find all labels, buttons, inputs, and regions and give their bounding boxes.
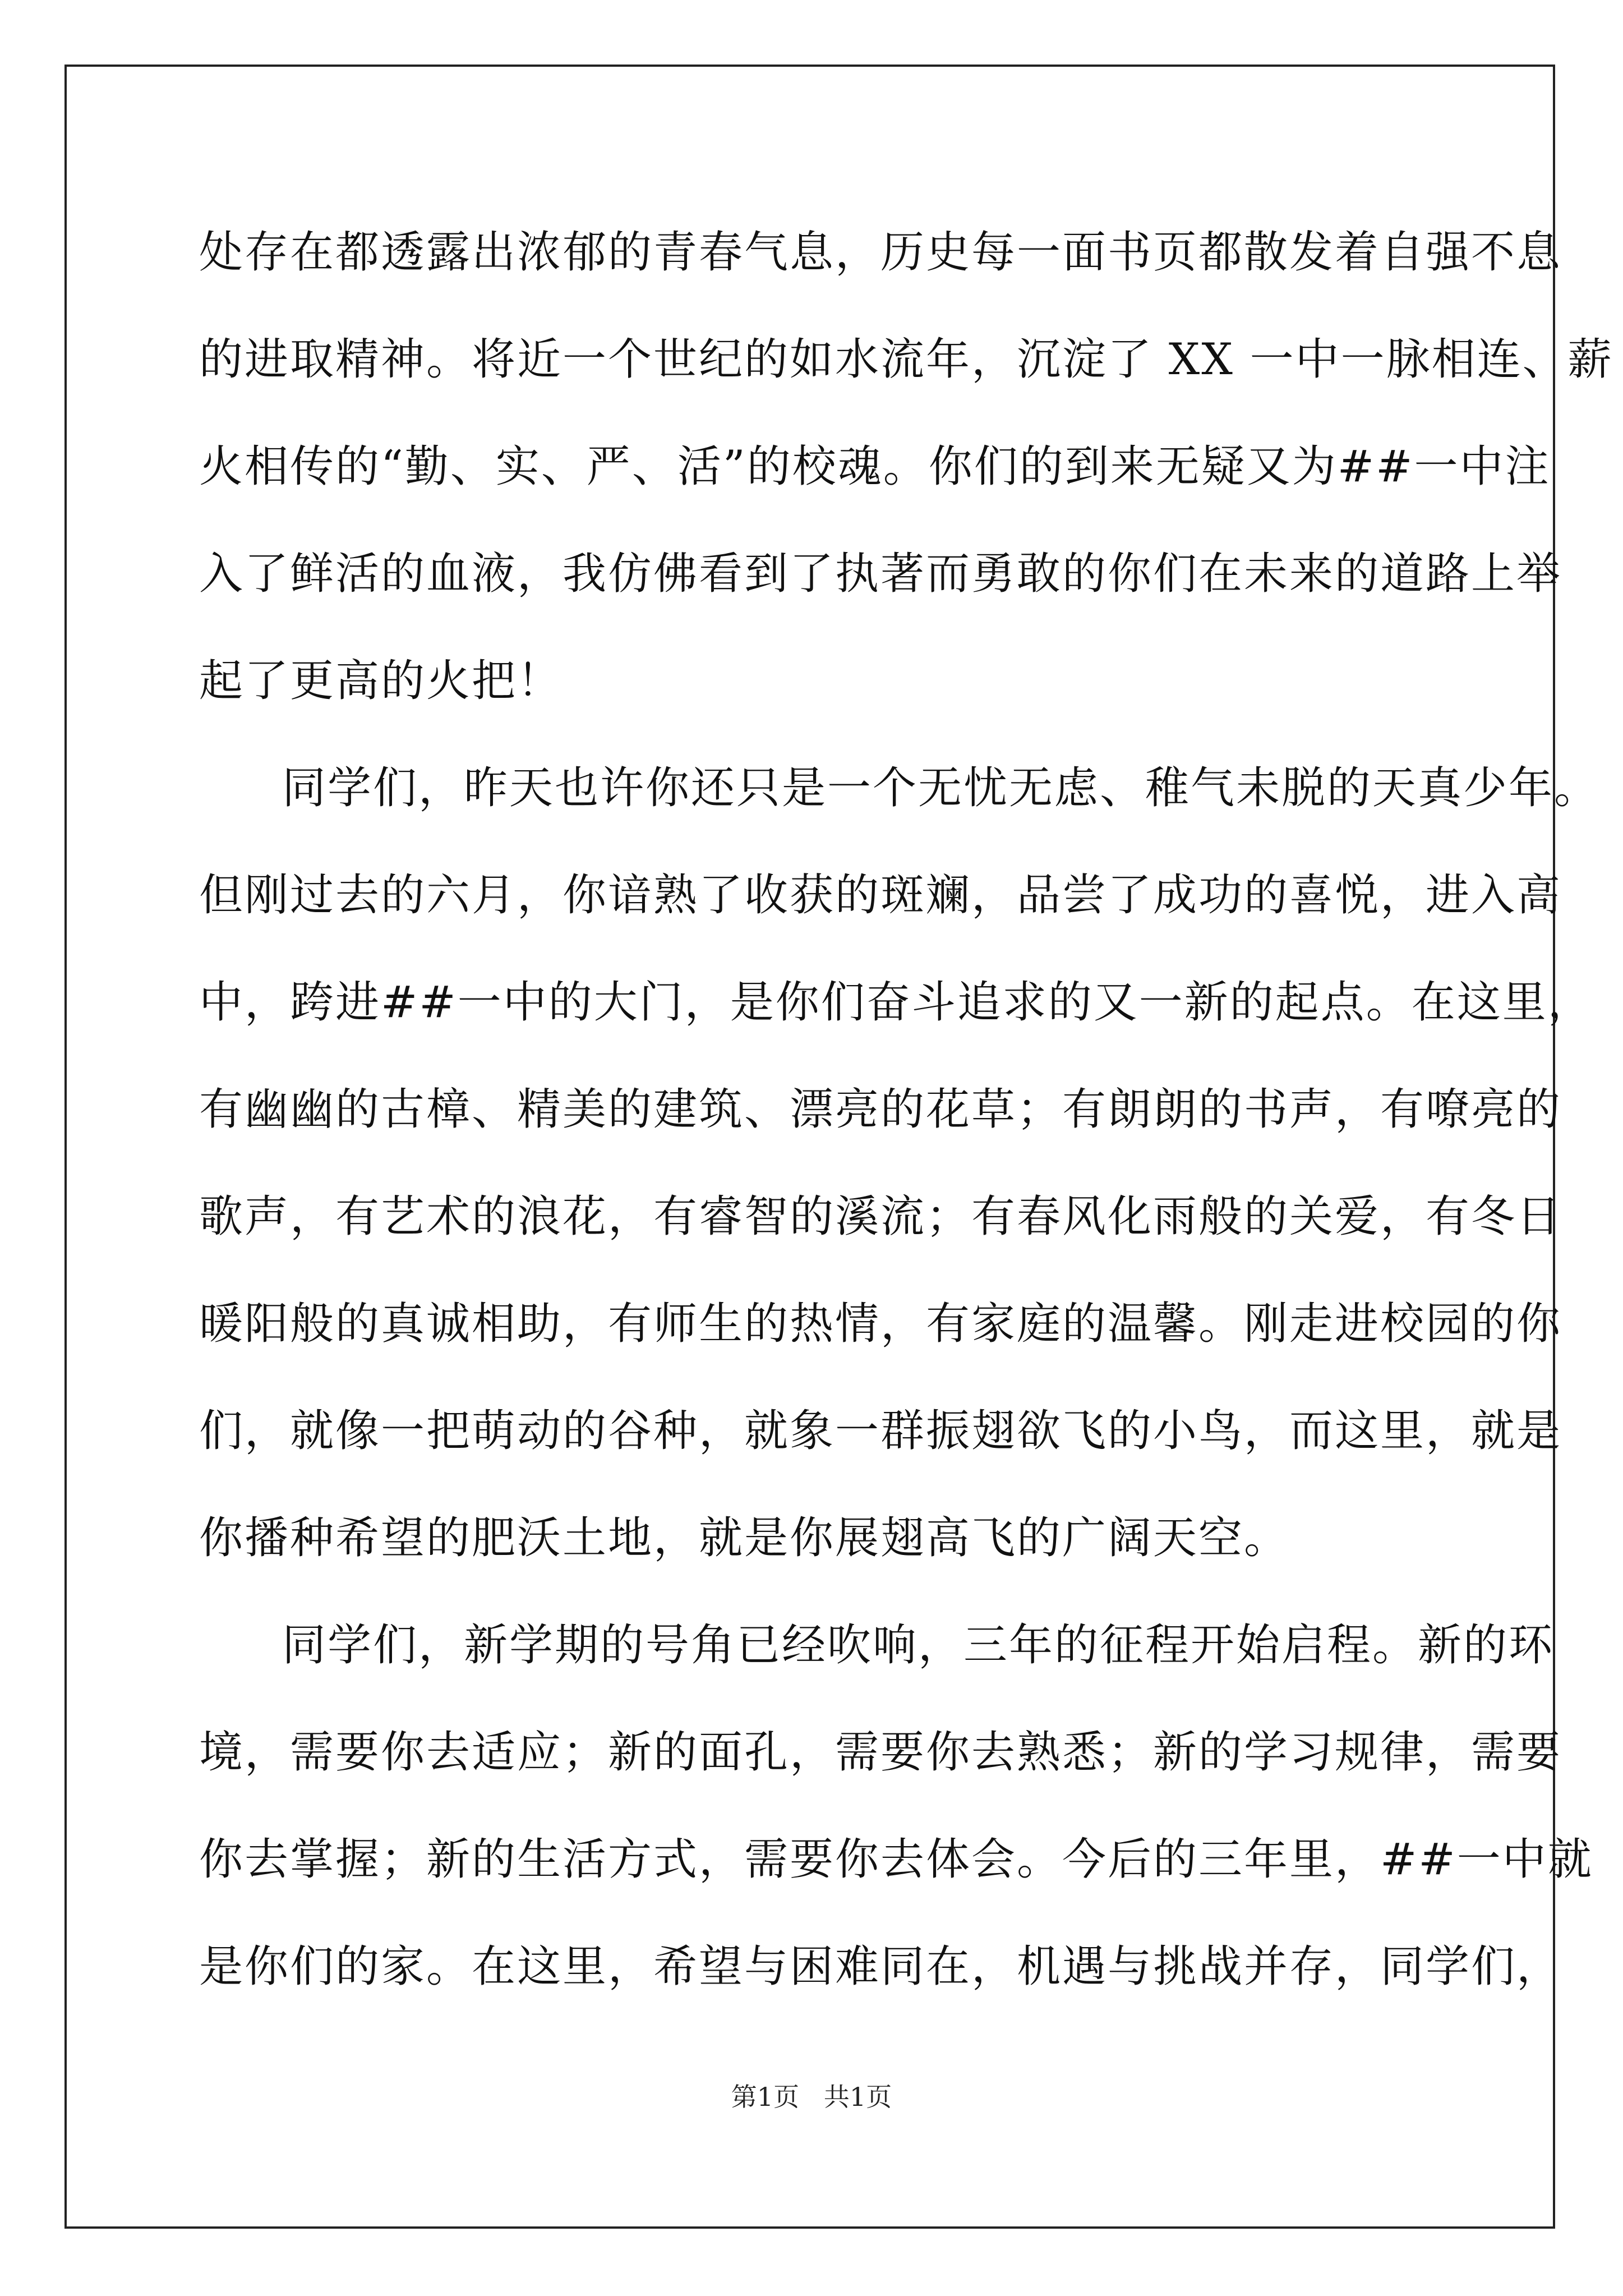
text-line: 暖阳般的真诚相助，有师生的热情，有家庭的温馨。刚走进校园的你 (199, 1299, 1562, 1349)
text-line: 处存在都透露出浓郁的青春气息，历史每一面书页都散发着自强不息 (199, 227, 1562, 278)
text-line: 起了更高的火把！ (199, 656, 563, 706)
paragraph-first-line: 同学们，新学期的号角已经吹响，三年的征程开始启程。新的环 (282, 1620, 1555, 1671)
text-line: 但刚过去的六月，你谙熟了收获的斑斓，品尝了成功的喜悦，进入高 (199, 870, 1562, 921)
text-line: 歌声，有艺术的浪花，有睿智的溪流；有春风化雨般的关爱，有冬日 (199, 1191, 1562, 1242)
text-line: 入了鲜活的血液，我仿佛看到了执著而勇敢的你们在未来的道路上举 (199, 549, 1562, 599)
text-line: 中，跨进##一中的大门，是你们奋斗追求的又一新的起点。在这里， (199, 977, 1593, 1028)
document-body (199, 210, 1613, 2032)
text-line: 有幽幽的古樟、精美的建筑、漂亮的花草；有朗朗的书声，有嘹亮的 (199, 1084, 1562, 1135)
paragraph-first-line: 同学们，昨天也许你还只是一个无忧无虑、稚气未脱的天真少年。 (282, 763, 1600, 813)
text-line: 们，就像一把萌动的谷种，就象一群振翅欲飞的小鸟，而这里，就是 (199, 1406, 1562, 1456)
text-line: 是你们的家。在这里，希望与困难同在，机遇与挑战并存，同学们， (199, 1941, 1562, 1992)
text-line: 你播种希望的肥沃土地，就是你展翅高飞的广阔天空。 (199, 1513, 1290, 1563)
text-line: 你去掌握；新的生活方式，需要你去体会。今后的三年里，##一中就 (199, 1834, 1593, 1885)
page-footer: 第1页 共1页 (731, 2082, 892, 2112)
text-line: 境，需要你去适应；新的面孔，需要你去熟悉；新的学习规律，需要 (199, 1727, 1562, 1778)
text-line: 的进取精神。将近一个世纪的如水流年，沉淀了 XX 一中一脉相连、薪 (199, 334, 1613, 385)
text-line: 火相传的“勤、实、严、活”的校魂。你们的到来无疑又为##一中注 (199, 441, 1551, 492)
